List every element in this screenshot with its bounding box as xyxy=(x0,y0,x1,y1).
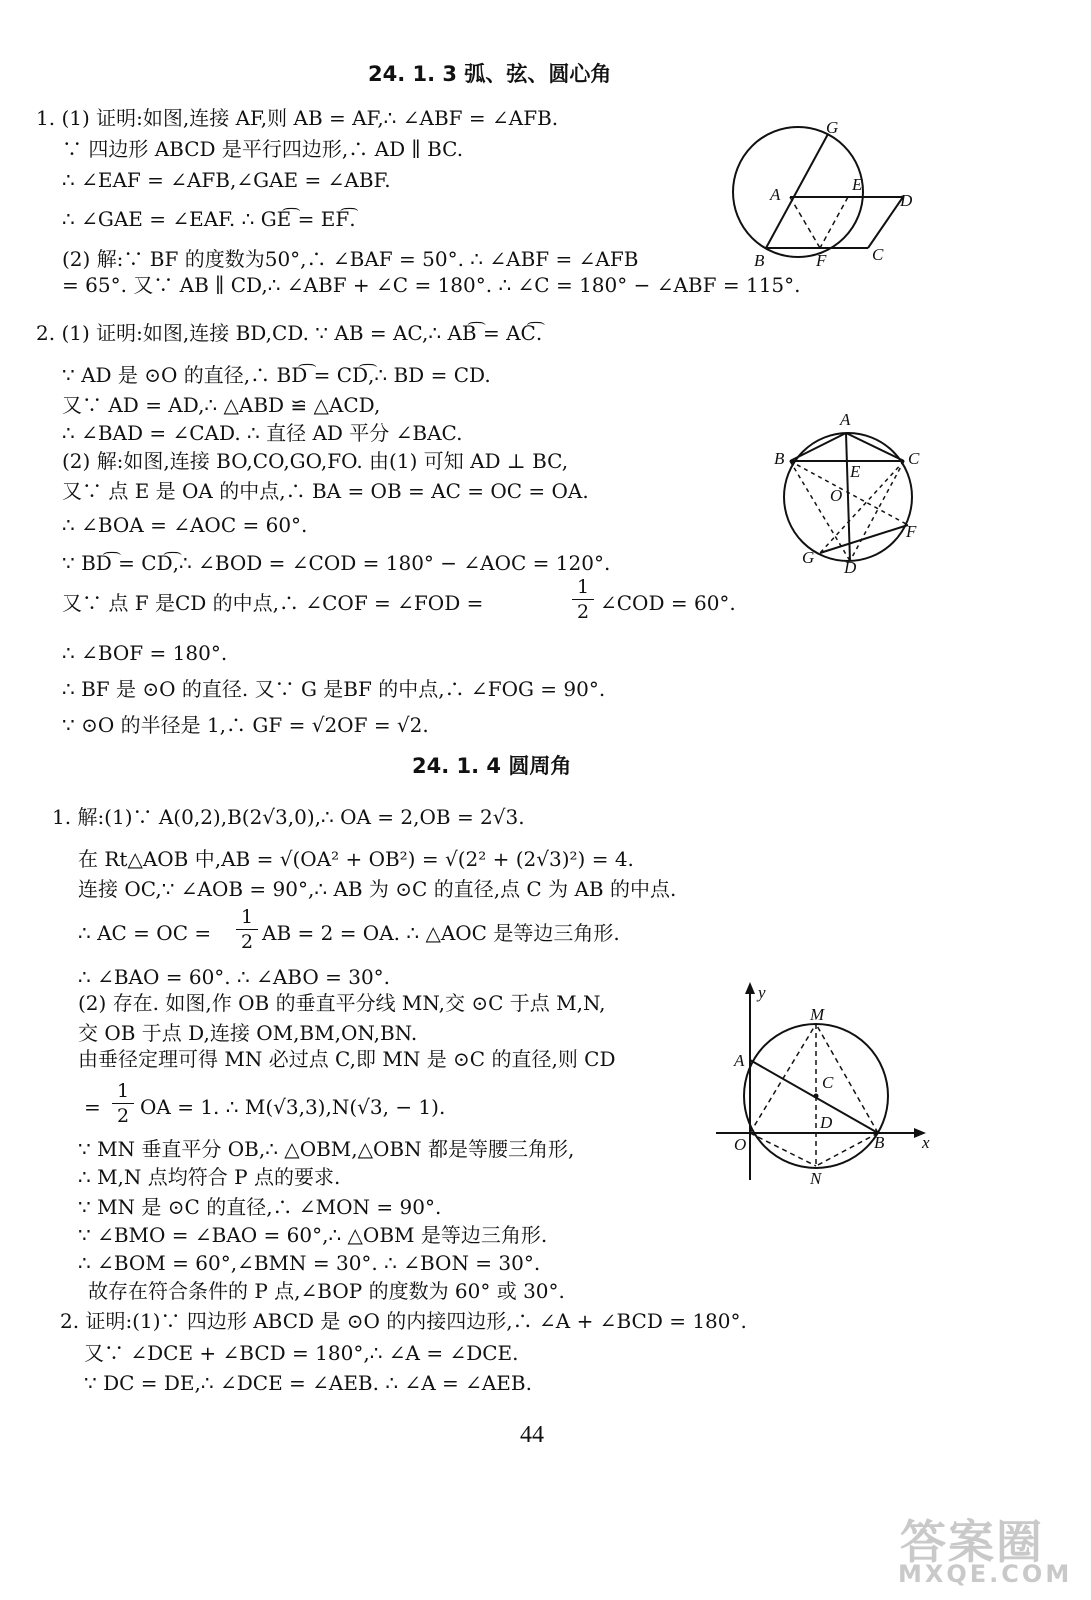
text-line: ∴ ∠BAO = 60°. ∴ ∠ABO = 30°. xyxy=(78,965,391,989)
label-d: D xyxy=(844,558,857,577)
fraction-denominator: 2 xyxy=(240,931,254,953)
segment-ab xyxy=(790,433,846,461)
fraction-denominator: 2 xyxy=(576,601,590,623)
label-f: F xyxy=(816,251,827,270)
y-axis-arrow xyxy=(745,982,755,994)
text-line: ∵ 四边形 ABCD 是平行四边形,∴ AD ∥ BC. xyxy=(62,137,464,161)
fraction-numerator: 1 xyxy=(116,1080,130,1102)
point-c xyxy=(814,1094,819,1099)
label-d: D xyxy=(900,191,913,210)
text-line: ∴ ∠EAF = ∠AFB,∠GAE = ∠ABF. xyxy=(62,168,391,192)
label-o: O xyxy=(734,1135,747,1154)
text-line: ∵ MN 垂直平分 OB,∴ △OBM,△OBN 都是等腰三角形, xyxy=(78,1137,575,1161)
label-c: C xyxy=(908,449,920,468)
label-x: x xyxy=(922,1133,930,1152)
text-line: AB = 2 = OA. ∴ △AOC 是等边三角形. xyxy=(262,921,620,945)
text-line: ∵ ∠BMO = ∠BAO = 60°,∴ △OBM 是等边三角形. xyxy=(78,1223,548,1247)
text-line: ∴ BF 是 ⊙O 的直径. 又∵ G 是BF 的中点,∴ ∠FOG = 90°. xyxy=(62,677,606,701)
text-line: ∴ ∠GAE = ∠EAF. ∴ GE͡ = EF͡. xyxy=(62,207,356,231)
text-line: 2. (1) 证明:如图,连接 BD,CD. ∵ AB = AC,∴ AB͡ = AC͡. xyxy=(36,321,543,345)
label-g: G xyxy=(802,548,815,567)
fraction-bar xyxy=(112,1103,134,1104)
label-a: A xyxy=(770,185,781,204)
text-line: ∵ MN 是 ⊙C 的直径,∴ ∠MON = 90°. xyxy=(78,1195,442,1219)
text-line: ∴ ∠BAD = ∠CAD. ∴ 直径 AD 平分 ∠BAC. xyxy=(62,421,463,445)
text-line: (2) 解:∵ BF 的度数为50°,∴ ∠BAF = 50°. ∴ ∠ABF = ∠AFB xyxy=(62,247,639,271)
text-line: ∴ M,N 点均符合 P 点的要求. xyxy=(78,1165,341,1189)
text-line: ∵ ⊙O 的半径是 1,∴ GF = √2OF = √2. xyxy=(62,713,429,737)
text-line: ∵ DC = DE,∴ ∠DCE = ∠AEB. ∴ ∠A = ∠AEB. xyxy=(84,1371,532,1395)
segment-dc xyxy=(868,197,903,248)
label-f: F xyxy=(906,522,917,541)
label-b: B xyxy=(774,449,785,468)
fraction-bar xyxy=(236,929,258,930)
text-line: 故存在符合条件的 P 点,∠BOP 的度数为 60° 或 30°. xyxy=(88,1279,565,1303)
text-line: 又∵ AD = AD,∴ △ABD ≌ △ACD, xyxy=(62,393,381,417)
text-line: ∴ ∠BOA = ∠AOC = 60°. xyxy=(62,513,308,537)
circle xyxy=(733,127,863,257)
section-heading-arc-chord: 24. 1. 3 弧、弦、圆心角 xyxy=(368,62,612,86)
label-g: G xyxy=(826,118,839,137)
text-line: ∠COD = 60°. xyxy=(600,591,736,615)
label-m: M xyxy=(810,1005,825,1024)
segment-ad xyxy=(846,433,850,561)
label-d: D xyxy=(820,1113,833,1132)
text-line: 又∵ ∠DCE + ∠BCD = 180°,∴ ∠A = ∠DCE. xyxy=(84,1341,519,1365)
label-e: E xyxy=(850,462,861,481)
text-line: 又∵ 点 E 是 OA 的中点,∴ BA = OB = AC = OC = OA. xyxy=(62,479,589,503)
text-line: ∵ BD͡ = CD͡,∴ ∠BOD = ∠COD = 180° − ∠AOC = 120°. xyxy=(62,551,611,575)
text-line: ∴ ∠BOF = 180°. xyxy=(62,641,228,665)
text-line: ∴ AC = OC = xyxy=(78,921,212,945)
text-line: (2) 解:如图,连接 BO,CO,GO,FO. 由(1) 可知 AD ⊥ BC, xyxy=(62,449,569,473)
label-e: E xyxy=(852,175,863,194)
text-line: 连接 OC,∵ ∠AOB = 90°,∴ AB 为 ⊙C 的直径,点 C 为 AB 的中点. xyxy=(78,877,677,901)
figure-circle-o-points xyxy=(770,405,930,585)
text-line: 在 Rt△AOB 中,AB = √(OA² + OB²) = √(2² + (2√3)²) = 4. xyxy=(78,847,634,871)
text-line: = xyxy=(84,1095,101,1119)
text-line: 2. 证明:(1)∵ 四边形 ABCD 是 ⊙O 的内接四边形,∴ ∠A + ∠BCD = 180°. xyxy=(60,1309,747,1333)
text-line: = 65°. 又∵ AB ∥ CD,∴ ∠ABF + ∠C = 180°. ∴ ∠C = 180° − ∠ABF = 115°. xyxy=(62,273,801,297)
fraction-numerator: 1 xyxy=(240,906,254,928)
label-b: B xyxy=(874,1133,885,1152)
fraction-numerator: 1 xyxy=(576,576,590,598)
fraction-bar xyxy=(572,599,594,600)
watermark-logo: 答案圈 xyxy=(900,1515,1044,1569)
text-line: ∴ ∠BOM = 60°,∠BMN = 30°. ∴ ∠BON = 30°. xyxy=(78,1251,541,1275)
watermark-url: MXQE.COM xyxy=(898,1560,1073,1588)
text-line: 由垂径定理可得 MN 必过点 C,即 MN 是 ⊙C 的直径,则 CD xyxy=(78,1047,616,1071)
fraction-denominator: 2 xyxy=(116,1105,130,1127)
label-a: A xyxy=(734,1051,745,1070)
fraction-half xyxy=(572,576,594,623)
fraction-half xyxy=(236,906,258,953)
segment-af xyxy=(790,197,820,248)
text-line: 交 OB 于点 D,连接 OM,BM,ON,BN. xyxy=(78,1021,418,1045)
page-number: 44 xyxy=(520,1422,544,1448)
label-c: C xyxy=(872,245,884,264)
text-line: OA = 1. ∴ M(√3,3),N(√3, − 1). xyxy=(140,1095,446,1119)
text-line: (2) 存在. 如图,作 OB 的垂直平分线 MN,交 ⊙C 于点 M,N, xyxy=(78,991,606,1015)
fraction-half xyxy=(112,1080,134,1127)
label-a: A xyxy=(840,410,851,429)
segment-ac xyxy=(846,433,904,461)
text-line: 1. (1) 证明:如图,连接 AF,则 AB = AF,∴ ∠ABF = ∠AFB. xyxy=(36,106,559,130)
figure-circle-parallelogram xyxy=(728,120,918,270)
text-line: ∵ AD 是 ⊙O 的直径,∴ BD͡ = CD͡,∴ BD = CD. xyxy=(62,363,491,387)
text-line: 1. 解:(1)∵ A(0,2),B(2√3,0),∴ OA = 2,OB = 2√3. xyxy=(52,805,525,829)
text-line: 又∵ 点 F 是CD 的中点,∴ ∠COF = ∠FOD = xyxy=(62,591,484,615)
figure-coordinate-circle-c xyxy=(710,980,940,1190)
label-n: N xyxy=(810,1169,822,1188)
label-y: y xyxy=(758,983,766,1002)
label-b: B xyxy=(754,251,765,270)
section-heading-inscribed-angle: 24. 1. 4 圆周角 xyxy=(412,754,572,778)
segment-ef xyxy=(820,197,848,248)
label-o: O xyxy=(830,486,843,505)
label-c: C xyxy=(822,1073,834,1092)
segment-om xyxy=(750,1024,816,1133)
